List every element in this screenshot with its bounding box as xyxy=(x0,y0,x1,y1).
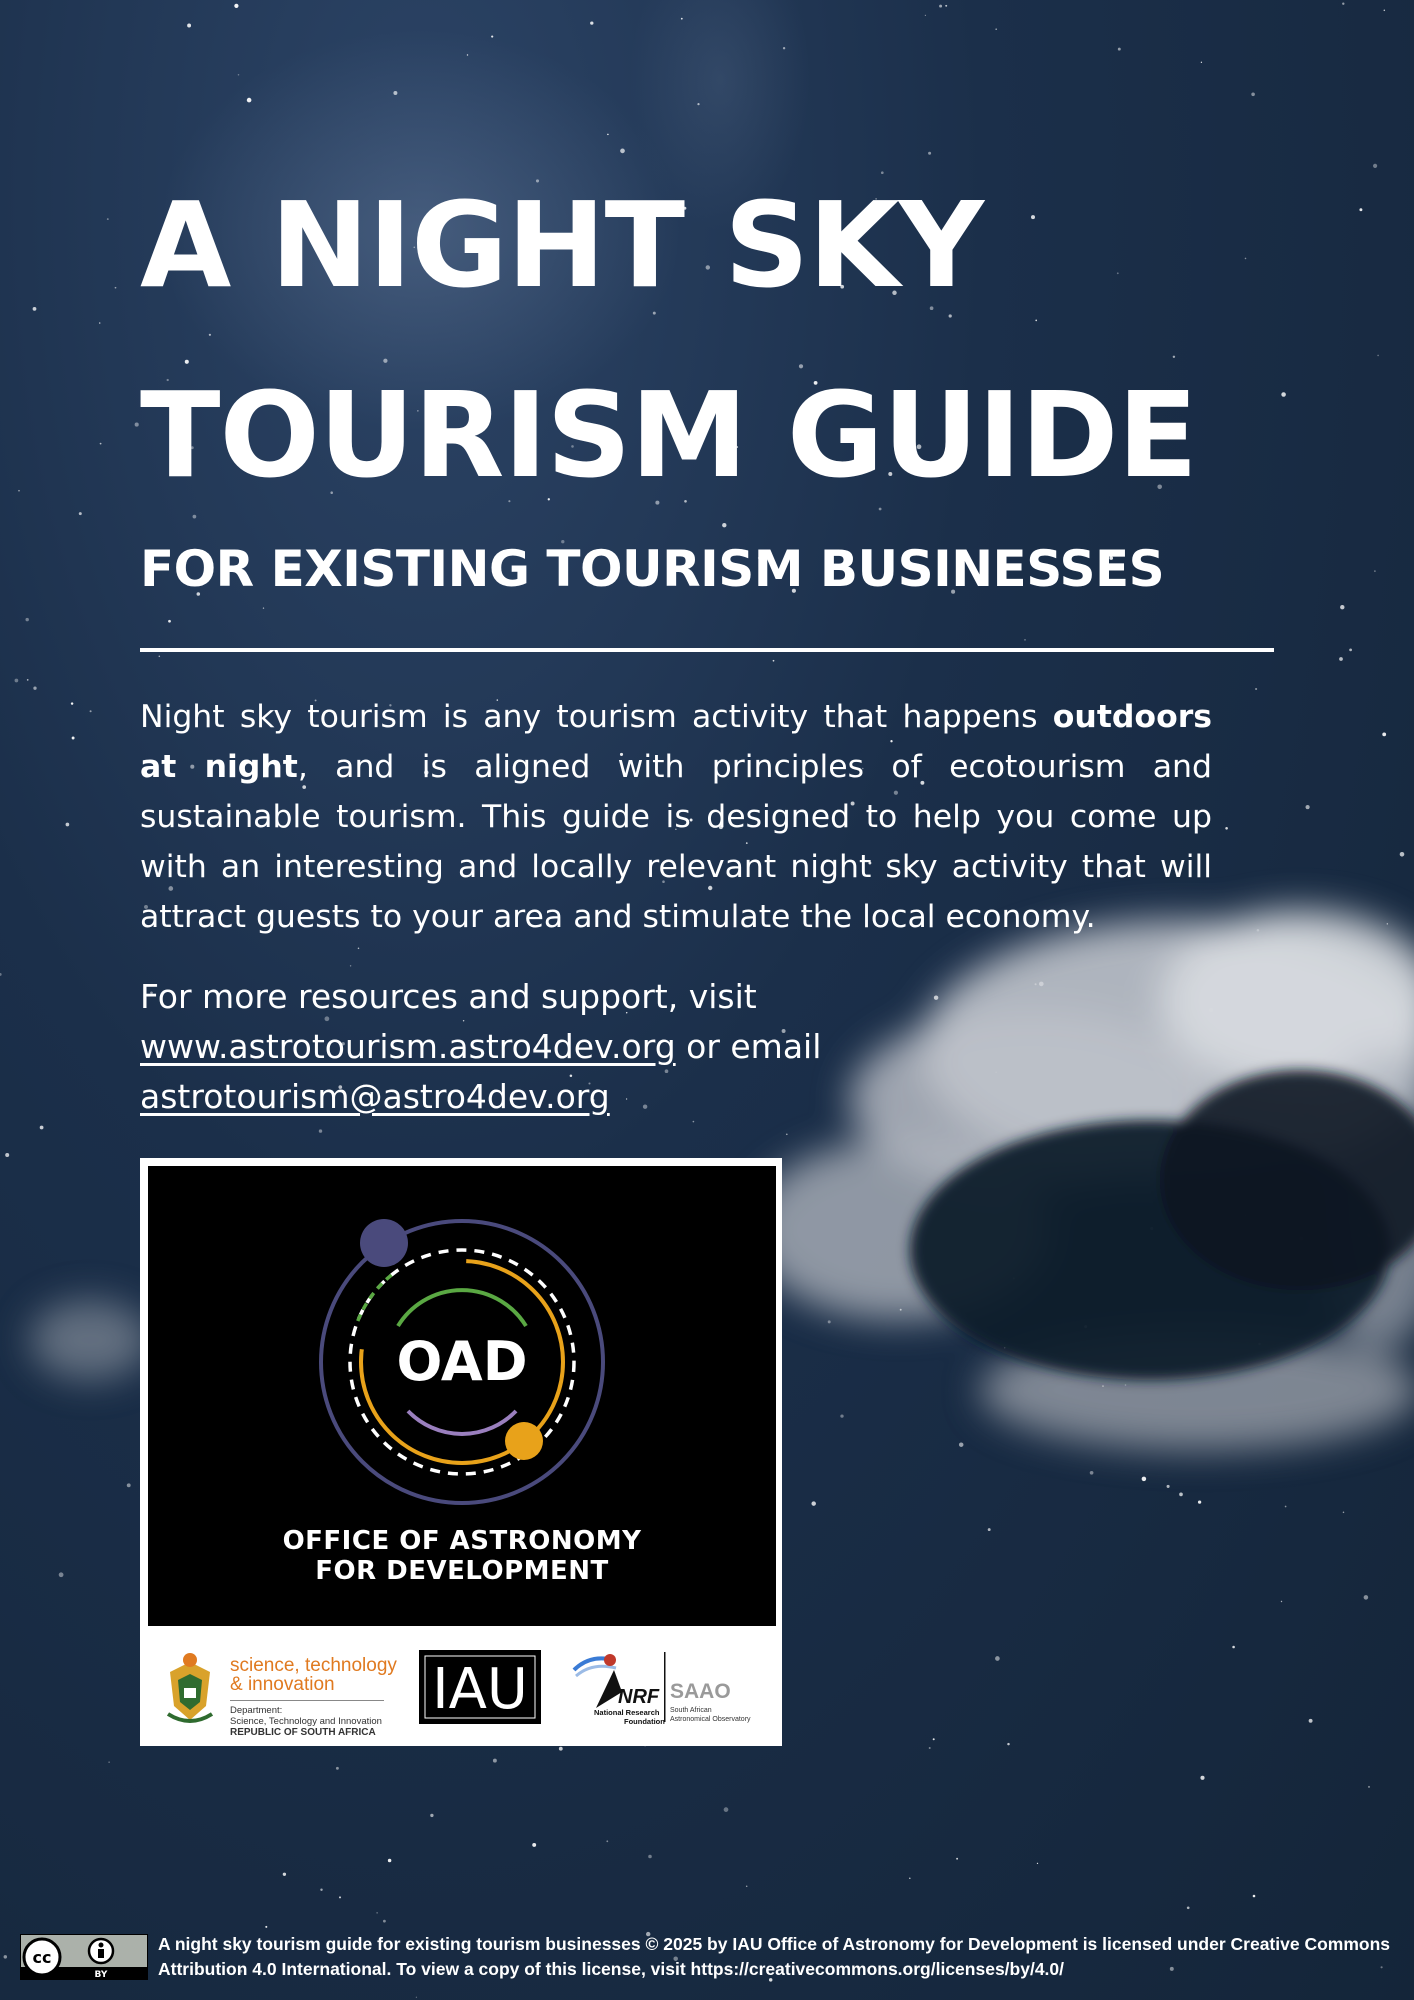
license-text: A night sky tourism guide for existing tourism businesses © 2025 by IAU Office of Astronomy for Development is licensed under Creative Commons Attribution 4.0 International. To view a copy of this license, visit https://creativecommons.org/licenses/by/4.0/ xyxy=(158,1934,1391,1979)
title-line-1: A NIGHT SKY xyxy=(140,176,984,314)
dsti-divider xyxy=(230,1700,384,1701)
resources-middle: or email xyxy=(675,1027,822,1066)
license-footer xyxy=(0,1930,1414,2000)
dsti-country: REPUBLIC OF SOUTH AFRICA xyxy=(230,1727,376,1738)
page-title xyxy=(140,150,1197,530)
nrf-saao-logo xyxy=(570,1648,770,1728)
nrf-acronym: NRF xyxy=(618,1686,660,1708)
intro-text-start: Night sky tourism is any tourism activity that happens xyxy=(140,699,1053,735)
iau-logo xyxy=(419,1650,541,1724)
cc-by-license-badge[interactable] xyxy=(20,1934,148,1980)
oad-logo xyxy=(148,1166,776,1626)
dsti-dept-name: Science, Technology and Innovation xyxy=(230,1716,382,1727)
dsti-brand-line-1: science, technology xyxy=(230,1655,397,1676)
intro-paragraph xyxy=(140,692,1212,942)
iau-text: IAU xyxy=(432,1657,528,1722)
saao-name-line-1: South African xyxy=(670,1707,712,1714)
title-line-2: TOURISM GUIDE xyxy=(140,366,1198,504)
partner-logos-row xyxy=(140,1628,782,1746)
page-subtitle: FOR EXISTING TOURISM BUSINESSES xyxy=(140,540,1165,598)
cc-icon: cc xyxy=(32,1948,52,1967)
intro-emphasis: outdoors at night xyxy=(140,699,1212,785)
coat-of-arms-icon xyxy=(162,1650,218,1726)
email-link[interactable]: astrotourism@astro4dev.org xyxy=(140,1077,610,1116)
resources-prefix: For more resources and support, visit xyxy=(140,977,757,1016)
saao-name-line-2: Astronomical Observatory xyxy=(670,1716,751,1723)
website-link[interactable]: www.astrotourism.astro4dev.org xyxy=(140,1027,676,1066)
intro-text-end: , and is aligned with principles of ecotourism and sustainable tourism. This guide is designed to help you come up with an interesting and locally relevant night sky activity that will attract guests to your area and stimulate the local economy. xyxy=(140,749,1212,935)
dsti-logo xyxy=(230,1656,397,1738)
oad-name-line-2: FOR DEVELOPMENT xyxy=(315,1556,609,1586)
partner-logo-panel xyxy=(140,1158,782,1746)
oad-name-line-1: OFFICE OF ASTRONOMY xyxy=(282,1526,642,1556)
nrf-name-line-2: Foundation xyxy=(624,1717,665,1726)
title-divider xyxy=(140,648,1274,652)
dsti-brand-line-2: & innovation xyxy=(230,1674,335,1695)
nrf-name-line-1: National Research xyxy=(594,1708,660,1717)
oad-monogram: OAD xyxy=(396,1330,528,1393)
resources-paragraph xyxy=(140,972,900,1122)
by-icon: BY xyxy=(94,1970,108,1979)
dsti-dept-label: Department: xyxy=(230,1705,283,1716)
saao-acronym: SAAO xyxy=(670,1680,731,1703)
